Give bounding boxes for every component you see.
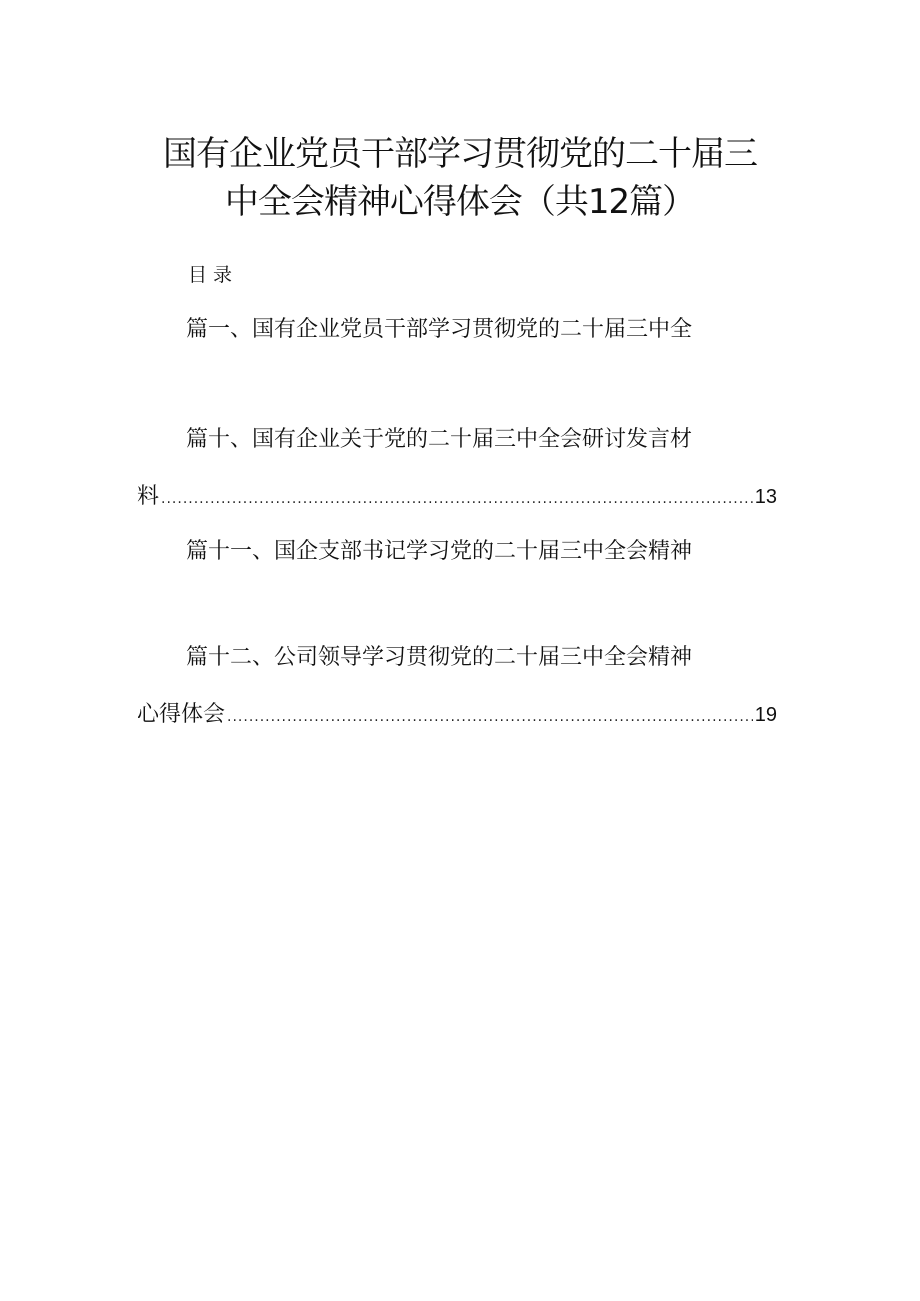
document-title-line-1: 国有企业党员干部学习贯彻党的二十届三 xyxy=(163,134,757,174)
toc-entry-label-continued: 料 xyxy=(137,484,160,509)
toc-entry-label: 篇一、国有企业党员干部学习贯彻党的二十届三中全 xyxy=(186,317,693,342)
toc-entry-12-continuation[interactable] xyxy=(137,700,777,732)
toc-entry-label: 篇十二、公司领导学习贯彻党的二十届三中全会精神 xyxy=(186,645,693,670)
toc-leader-dots xyxy=(227,702,753,732)
toc-leader-dots xyxy=(161,484,753,514)
toc-entry-12[interactable] xyxy=(186,643,692,673)
toc-entry-label: 篇十、国有企业关于党的二十届三中全会研讨发言材 xyxy=(186,427,693,452)
toc-entry-11[interactable] xyxy=(186,537,692,567)
toc-entry-1[interactable] xyxy=(186,315,692,345)
toc-entry-label-continued: 心得体会 xyxy=(137,702,226,727)
toc-entry-10[interactable] xyxy=(186,425,692,455)
toc-heading: 目录 xyxy=(188,264,239,286)
toc-entry-10-continuation[interactable] xyxy=(137,482,777,514)
toc-page-number: 19 xyxy=(754,704,777,726)
document-title-line-2: 中全会精神心得体会（共12篇） xyxy=(224,182,696,222)
toc-entry-label: 篇十一、国企支部书记学习党的二十届三中全会精神 xyxy=(186,539,693,564)
toc-page-number: 13 xyxy=(754,486,777,508)
